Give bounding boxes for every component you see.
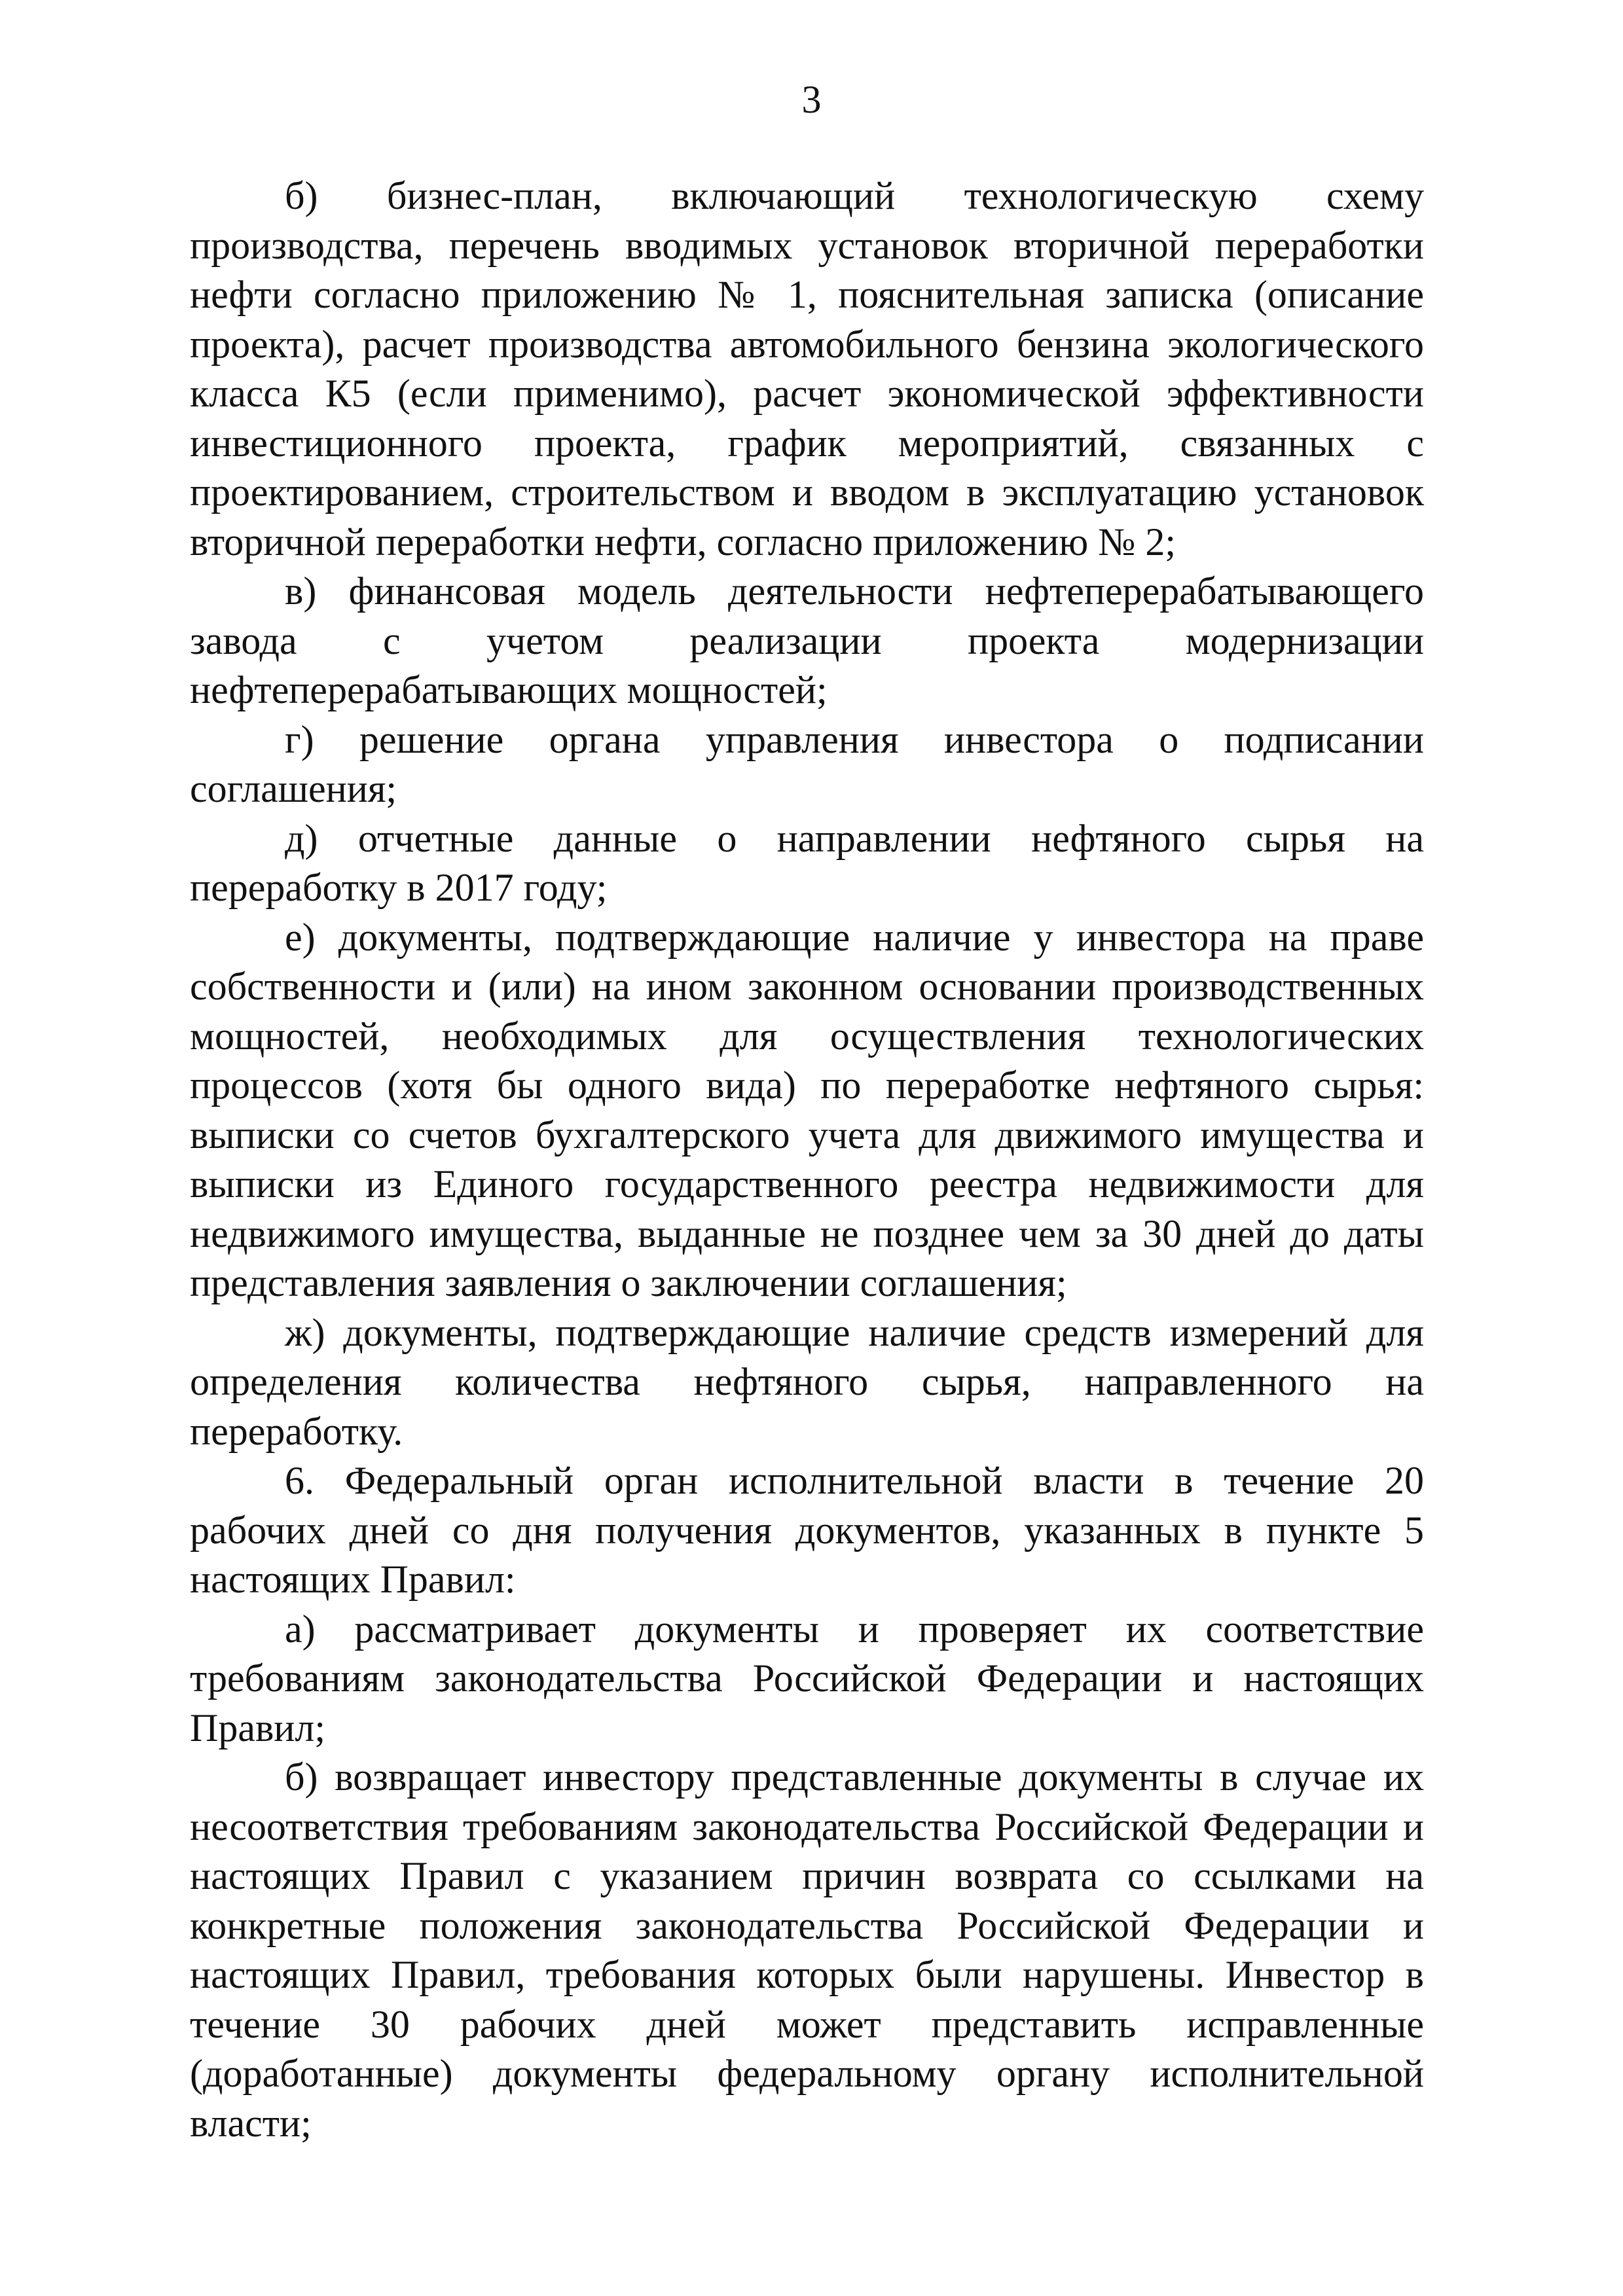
paragraph-a-review-documents: а) рассматривает документы и проверяет их соответствие требованиям законодательства Российской Федерации и настоящих Правил; — [190, 1607, 1424, 1749]
paragraph-d-reporting-data: д) отчетные данные о направлении нефтяного сырья на переработку в 2017 году; — [190, 816, 1424, 909]
document-body — [190, 171, 1424, 2148]
paragraph-b-return-documents: б) возвращает инвестору представленные документы в случае их несоответствия требованиям законодательства Российской Федерации и настоящих Правил с указанием причин возврата со ссылками на конкретные положения законодательства Российской Федерации и настоящих Правил, требования которых были нарушены. Инвестор в течение 30 рабочих дней может представить исправленные (доработанные) документы федеральному органу исполнительной власти; — [190, 1755, 1424, 2145]
paragraph-6-review-period: 6. Федеральный орган исполнительной власти в течение 20 рабочих дней со дня получения документов, указанных в пункте 5 настоящих Правил: — [190, 1459, 1424, 1601]
paragraph-g-management-decision: г) решение органа управления инвестора о подписании соглашения; — [190, 717, 1424, 810]
paragraph-b-business-plan: б) бизнес-план, включающий технологическую схему производства, перечень вводимых установок вторичной переработки нефти согласно приложению № 1, пояснительная записка (описание проекта), расчет производства автомобильного бензина экологического класса К5 (если применимо), расчет экономической эффективности инвестиционного проекта, график мероприятий, связанных с проектированием, строительством и вводом в эксплуатацию установок вторичной переработки нефти, согласно приложению № 2; — [190, 174, 1424, 564]
paragraph-v-financial-model: в) финансовая модель деятельности нефтеперерабатывающего завода с учетом реализации проекта модернизации нефтеперерабатывающих мощностей; — [190, 569, 1424, 711]
paragraph-zh-measurement-documents: ж) документы, подтверждающие наличие средств измерений для определения количества нефтяного сырья, направленного на переработку. — [190, 1310, 1424, 1453]
paragraph-e-ownership-documents: е) документы, подтверждающие наличие у инвестора на праве собственности и (или) на ином законном основании производственных мощностей, необходимых для осуществления технологических процессов (хотя бы одного вида) по переработке нефтяного сырья: выписки со счетов бухгалтерского учета для движимого имущества и выписки из Единого государственного реестра недвижимости для недвижимого имущества, выданные не позднее чем за 30 дней до даты представления заявления о заключении соглашения; — [190, 915, 1424, 1304]
page-number: 3 — [801, 78, 822, 121]
